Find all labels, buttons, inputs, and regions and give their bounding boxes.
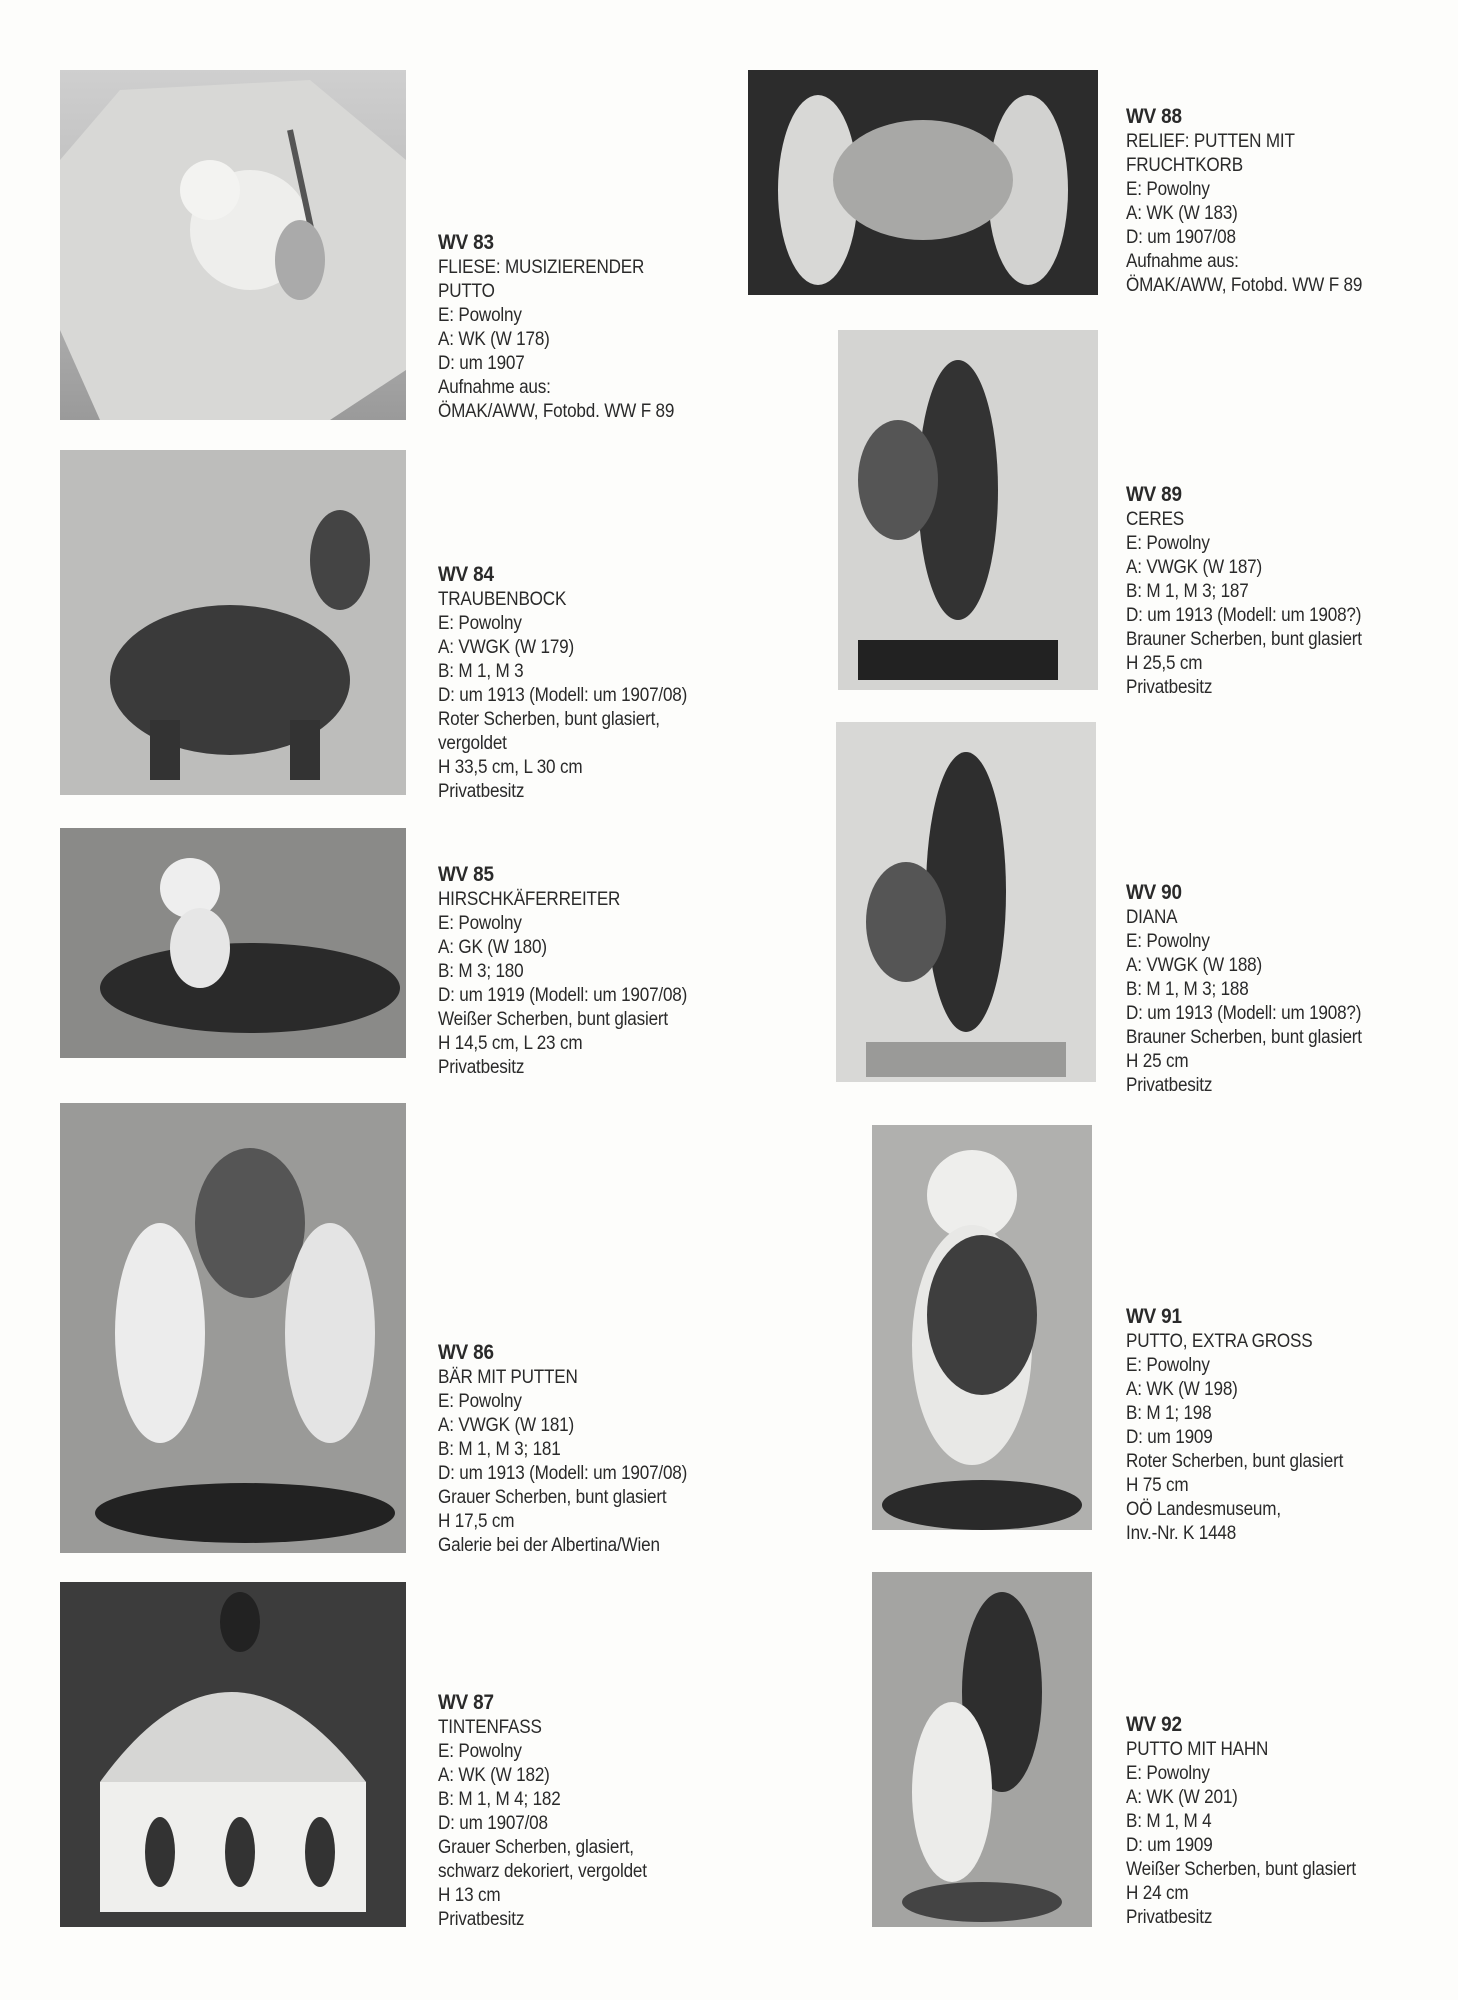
entry-line: Brauner Scherben, bunt glasiert — [1126, 629, 1362, 650]
entry-number: WV 90 — [1126, 881, 1182, 904]
entry-line: E: Powolny — [1126, 1763, 1210, 1784]
entry-line: D: um 1913 (Modell: um 1908?) — [1126, 605, 1362, 626]
entry-number: WV 86 — [438, 1341, 494, 1364]
entry-line: D: um 1909 — [1126, 1835, 1213, 1856]
entry-number: WV 87 — [438, 1691, 494, 1714]
entry-line: H 17,5 cm — [438, 1511, 515, 1532]
entry-wv88 — [1126, 104, 1362, 298]
entry-number: WV 91 — [1126, 1305, 1182, 1328]
entry-line: Roter Scherben, bunt glasiert — [1126, 1451, 1344, 1472]
entry-line: ÖMAK/AWW, Fotobd. WW F 89 — [438, 401, 675, 422]
photo-wv86-baer-mit-putten — [60, 1103, 406, 1553]
entry-line: D: um 1907/08 — [438, 1813, 548, 1834]
entry-line: OÖ Landesmuseum, — [1126, 1499, 1281, 1520]
entry-line: Privatbesitz — [1126, 1075, 1213, 1096]
entry-line: HIRSCHKÄFERREITER — [438, 889, 621, 910]
entry-line: PUTTO — [438, 281, 495, 302]
entry-line: Privatbesitz — [438, 781, 525, 802]
entry-wv90 — [1126, 880, 1362, 1098]
entry-line: Aufnahme aus: — [1126, 251, 1239, 272]
entry-line: schwarz dekoriert, vergoldet — [438, 1861, 647, 1882]
entry-line: D: um 1907/08 — [1126, 227, 1236, 248]
entry-line: CERES — [1126, 509, 1185, 530]
entry-line: H 13 cm — [438, 1885, 501, 1906]
entry-line: Weißer Scherben, bunt glasiert — [438, 1009, 669, 1030]
entry-line: D: um 1907 — [438, 353, 525, 374]
entry-line: FRUCHTKORB — [1126, 155, 1243, 176]
entry-number: WV 92 — [1126, 1713, 1182, 1736]
entry-line: B: M 1, M 4; 182 — [438, 1789, 561, 1810]
entry-line: E: Powolny — [438, 613, 522, 634]
entry-line: Brauner Scherben, bunt glasiert — [1126, 1027, 1362, 1048]
photo-wv84-traubenbock — [60, 450, 406, 795]
entry-line: TINTENFASS — [438, 1717, 542, 1738]
entry-number: WV 85 — [438, 863, 494, 886]
entry-line: D: um 1913 (Modell: um 1907/08) — [438, 1463, 688, 1484]
entry-line: B: M 1, M 3; 181 — [438, 1439, 561, 1460]
entry-line: Grauer Scherben, glasiert, — [438, 1837, 634, 1858]
photo-wv89-ceres — [838, 330, 1098, 690]
entry-line: BÄR MIT PUTTEN — [438, 1367, 578, 1388]
entry-line: H 14,5 cm, L 23 cm — [438, 1033, 583, 1054]
entry-line: Aufnahme aus: — [438, 377, 551, 398]
entry-line: D: um 1909 — [1126, 1427, 1213, 1448]
entry-line: B: M 1; 198 — [1126, 1403, 1212, 1424]
entry-line: H 33,5 cm, L 30 cm — [438, 757, 583, 778]
entry-number: WV 88 — [1126, 105, 1182, 128]
entry-line: Galerie bei der Albertina/Wien — [438, 1535, 660, 1556]
photo-wv88-relief-putten — [748, 70, 1098, 295]
entry-line: A: WK (W 182) — [438, 1765, 550, 1786]
entry-wv86 — [438, 1340, 687, 1558]
entry-wv83 — [438, 230, 674, 424]
entry-line: H 25,5 cm — [1126, 653, 1203, 674]
entry-line: D: um 1919 (Modell: um 1907/08) — [438, 985, 688, 1006]
entry-line: H 24 cm — [1126, 1883, 1189, 1904]
entry-line: A: VWGK (W 181) — [438, 1415, 575, 1436]
entry-line: PUTTO, EXTRA GROSS — [1126, 1331, 1313, 1352]
entry-line: A: WK (W 183) — [1126, 203, 1238, 224]
entry-line: E: Powolny — [1126, 179, 1210, 200]
entry-line: H 75 cm — [1126, 1475, 1189, 1496]
entry-line: A: VWGK (W 179) — [438, 637, 575, 658]
entry-wv84 — [438, 562, 687, 804]
entry-line: TRAUBENBOCK — [438, 589, 567, 610]
entry-line: E: Powolny — [438, 305, 522, 326]
entry-wv92 — [1126, 1712, 1356, 1930]
entry-line: B: M 1, M 3; 187 — [1126, 581, 1249, 602]
entry-wv89 — [1126, 482, 1362, 700]
entry-line: E: Powolny — [1126, 533, 1210, 554]
entry-line: PUTTO MIT HAHN — [1126, 1739, 1269, 1760]
entry-line: Privatbesitz — [438, 1909, 525, 1930]
entry-line: Privatbesitz — [1126, 1907, 1213, 1928]
entry-line: A: VWGK (W 187) — [1126, 557, 1263, 578]
entry-line: A: VWGK (W 188) — [1126, 955, 1263, 976]
entry-line: B: M 1, M 3; 188 — [1126, 979, 1249, 1000]
entry-wv91 — [1126, 1304, 1343, 1546]
entry-line: B: M 1, M 3 — [438, 661, 524, 682]
entry-line: Privatbesitz — [1126, 677, 1213, 698]
entry-line: E: Powolny — [438, 1741, 522, 1762]
entry-line: B: M 3; 180 — [438, 961, 524, 982]
entry-number: WV 84 — [438, 563, 494, 586]
entry-line: FLIESE: MUSIZIERENDER — [438, 257, 645, 278]
entry-line: Privatbesitz — [438, 1057, 525, 1078]
photo-wv91-putto-extra-gross — [872, 1125, 1092, 1530]
entry-line: D: um 1913 (Modell: um 1907/08) — [438, 685, 688, 706]
photo-wv83-tile-putto — [60, 70, 406, 420]
entry-wv87 — [438, 1690, 647, 1932]
entry-line: Inv.-Nr. K 1448 — [1126, 1523, 1237, 1544]
entry-line: RELIEF: PUTTEN MIT — [1126, 131, 1295, 152]
entry-line: E: Powolny — [438, 1391, 522, 1412]
photo-wv87-tintenfass — [60, 1582, 406, 1927]
entry-line: vergoldet — [438, 733, 507, 754]
entry-line: A: GK (W 180) — [438, 937, 547, 958]
entry-line: H 25 cm — [1126, 1051, 1189, 1072]
entry-line: A: WK (W 198) — [1126, 1379, 1238, 1400]
entry-number: WV 89 — [1126, 483, 1182, 506]
entry-line: A: WK (W 178) — [438, 329, 550, 350]
entry-line: A: WK (W 201) — [1126, 1787, 1238, 1808]
entry-line: E: Powolny — [1126, 1355, 1210, 1376]
entry-line: Grauer Scherben, bunt glasiert — [438, 1487, 667, 1508]
entry-wv85 — [438, 862, 687, 1080]
entry-line: ÖMAK/AWW, Fotobd. WW F 89 — [1126, 275, 1363, 296]
entry-line: E: Powolny — [1126, 931, 1210, 952]
entry-line: B: M 1, M 4 — [1126, 1811, 1212, 1832]
entry-line: Weißer Scherben, bunt glasiert — [1126, 1859, 1357, 1880]
photo-wv90-diana — [836, 722, 1096, 1082]
photo-wv92-putto-mit-hahn — [872, 1572, 1092, 1927]
entry-number: WV 83 — [438, 231, 494, 254]
entry-line: E: Powolny — [438, 913, 522, 934]
entry-line: D: um 1913 (Modell: um 1908?) — [1126, 1003, 1362, 1024]
entry-line: Roter Scherben, bunt glasiert, — [438, 709, 660, 730]
entry-line: DIANA — [1126, 907, 1178, 928]
photo-wv85-hirschkaeferreiter — [60, 828, 406, 1058]
